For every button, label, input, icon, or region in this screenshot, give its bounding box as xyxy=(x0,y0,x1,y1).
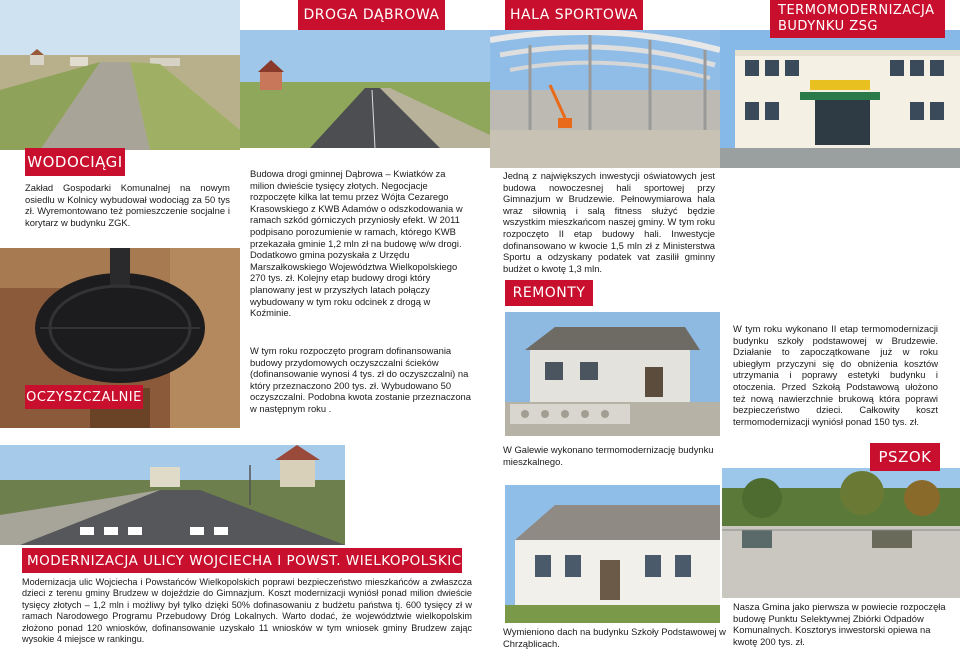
photo-dirt-road xyxy=(0,0,240,150)
photo-school-building xyxy=(720,30,960,168)
text-termo: W tym roku wykonano II etap termomodernizacji budynku szkoły podstawowej w Brudzewie. Działanie to zapoczątkowane już w roku ubiegłym przyczyni się do obniżenia kosztów utrzymania i poprawy estetyki budynku i otoczenia. Przed Szkołą Podstawową ułożono też nową nawierzchnie brukową która poprawi bezpieczeństwo dzieci. Całkowity koszt termomodernizacji wyniósł ponad 150 tys. zł. xyxy=(733,323,938,427)
banner-hala-label: HALA SPORTOWA xyxy=(509,7,639,23)
banner-termo-label: TERMOMODERNIZACJA BUDYNKU ZSG xyxy=(778,3,935,34)
photo-sports-hall xyxy=(490,30,720,168)
text-dach: Wymieniono dach na budynku Szkoły Podstawowej w Chrząblicach. xyxy=(503,626,726,649)
banner-wodociagi-label: WODOCIĄGI xyxy=(27,153,123,171)
banner-pszok-label: PSZOK xyxy=(878,448,932,466)
photo-street-crosswalk xyxy=(0,445,345,545)
photo-school-roof xyxy=(505,485,720,623)
photo-pszok-yard xyxy=(722,468,960,598)
text-galewie: W Galewie wykonano termomodernizację budynku mieszkalnego. xyxy=(503,444,714,467)
banner-pszok xyxy=(870,443,940,471)
banner-droga xyxy=(298,0,445,30)
banner-termo xyxy=(770,0,945,38)
banner-remonty xyxy=(505,280,593,306)
banner-hala xyxy=(505,0,643,30)
photo-house-galew xyxy=(505,312,720,436)
banner-remonty-label: REMONTY xyxy=(512,285,586,301)
text-modernizacja: Modernizacja ulic Wojciecha i Powstańców Wielkopolskich poprawi bezpieczeństwo mieszkańców a zwłaszcza dzieci z terenu gminy Brudzew w dojeździe do Gimnazjum. Koszt modernizacji wyniósł ponad milion dwieście tysięcy złotych – 1,2 mln i możliwy był tylko dzięki 50% dofinasowaniu z budżetu państwa tj. 600 tysięcy zł w ramach Narodowego Programu Przebudowy Dróg Lokalnych. Warto dodać, że województwie wielkopolskim złożono ponad 120 wniosków, dofinansowanie uzyskało 11 wniosków w tym wniosek gminy Brudzew zając wysokie 4 miejsce w rankingu. xyxy=(22,577,472,645)
banner-modernizacja-label: MODERNIZACJA ULICY WOJCIECHA I POWST. WIELKOPOLSKICH xyxy=(27,552,473,569)
banner-oczyszczalnie-label: OCZYSZCZALNIE xyxy=(26,389,142,405)
banner-droga-label: DROGA DĄBROWA xyxy=(303,7,440,23)
text-droga: Budowa drogi gminnej Dąbrowa – Kwiatków za milion dwieście tysięcy złotych. Negocjacje rozpoczęte kilka lat temu przez Wójta Cezarego Krasowskiego z KWB Adamów o odszkodowania w ramach szkód górniczych przyniosły efekt. W 2011 podpisano porozumienie w ramach, którego KWB przekazała gminie 1,2 mln zł na budowę w/w drogi. Dodatkowo gmina pozyskała z Urzędu Marszałkowskiego Województwa Wielkopolskiego 270 tys. zł. Kolejny etap budowy drogi który planowany jest w przyszłych latach połączy wybudowany w tym roku odcinek z drogą w Koźminie. xyxy=(250,168,463,319)
banner-modernizacja xyxy=(22,548,473,573)
banner-wodociagi xyxy=(25,148,125,176)
text-wodociagi: Zakład Gospodarki Komunalnej na nowym osiedlu w Kolnicy wybudował wodociąg za 50 tys zł. Wyremontowano też pomieszczenie socjalne i korytarz w budynku ZGK. xyxy=(25,182,230,228)
photo-asphalt-road xyxy=(240,30,490,148)
banner-oczyszczalnie xyxy=(25,385,143,409)
text-pszok: Nasza Gmina jako pierwsza w powiecie rozpoczęła budowę Punktu Selektywnej Zbiórki Odpadów Komunalnych. Kosztorys inwestorski opiewa na kwotę 200 tys. zł. xyxy=(733,601,946,647)
text-hala: Jedną z największych inwestycji oświatowych jest budowa nowoczesnej hali sportowej przy Gimnazjum w Brudzewie. Pełnowymiarowa hala wraz siłownią i salą fitness służyć będzie wszystkim mieszkańcom naszej gminy. W tym roku rozpoczęto II etap budowy hali. Inwestycje dofinansowano w kwocie 1,5 mln zł z Ministerstwa Sportu a odzyskany podatek vat zasilił gminny budżet o kwotę 1,3 mln. xyxy=(503,170,715,274)
text-oczyszczalnie: W tym roku rozpoczęto program dofinansowania budowy przydomowych oczyszczalni ścieków (dofinansowanie wynosi 4 tys. zł do oczyszczalni) na który przeznaczono 200 tys. zł. Wybudowano 50 oczyszczalni. Podobna kwota zostanie przeznaczona w następnym roku . xyxy=(250,345,471,414)
